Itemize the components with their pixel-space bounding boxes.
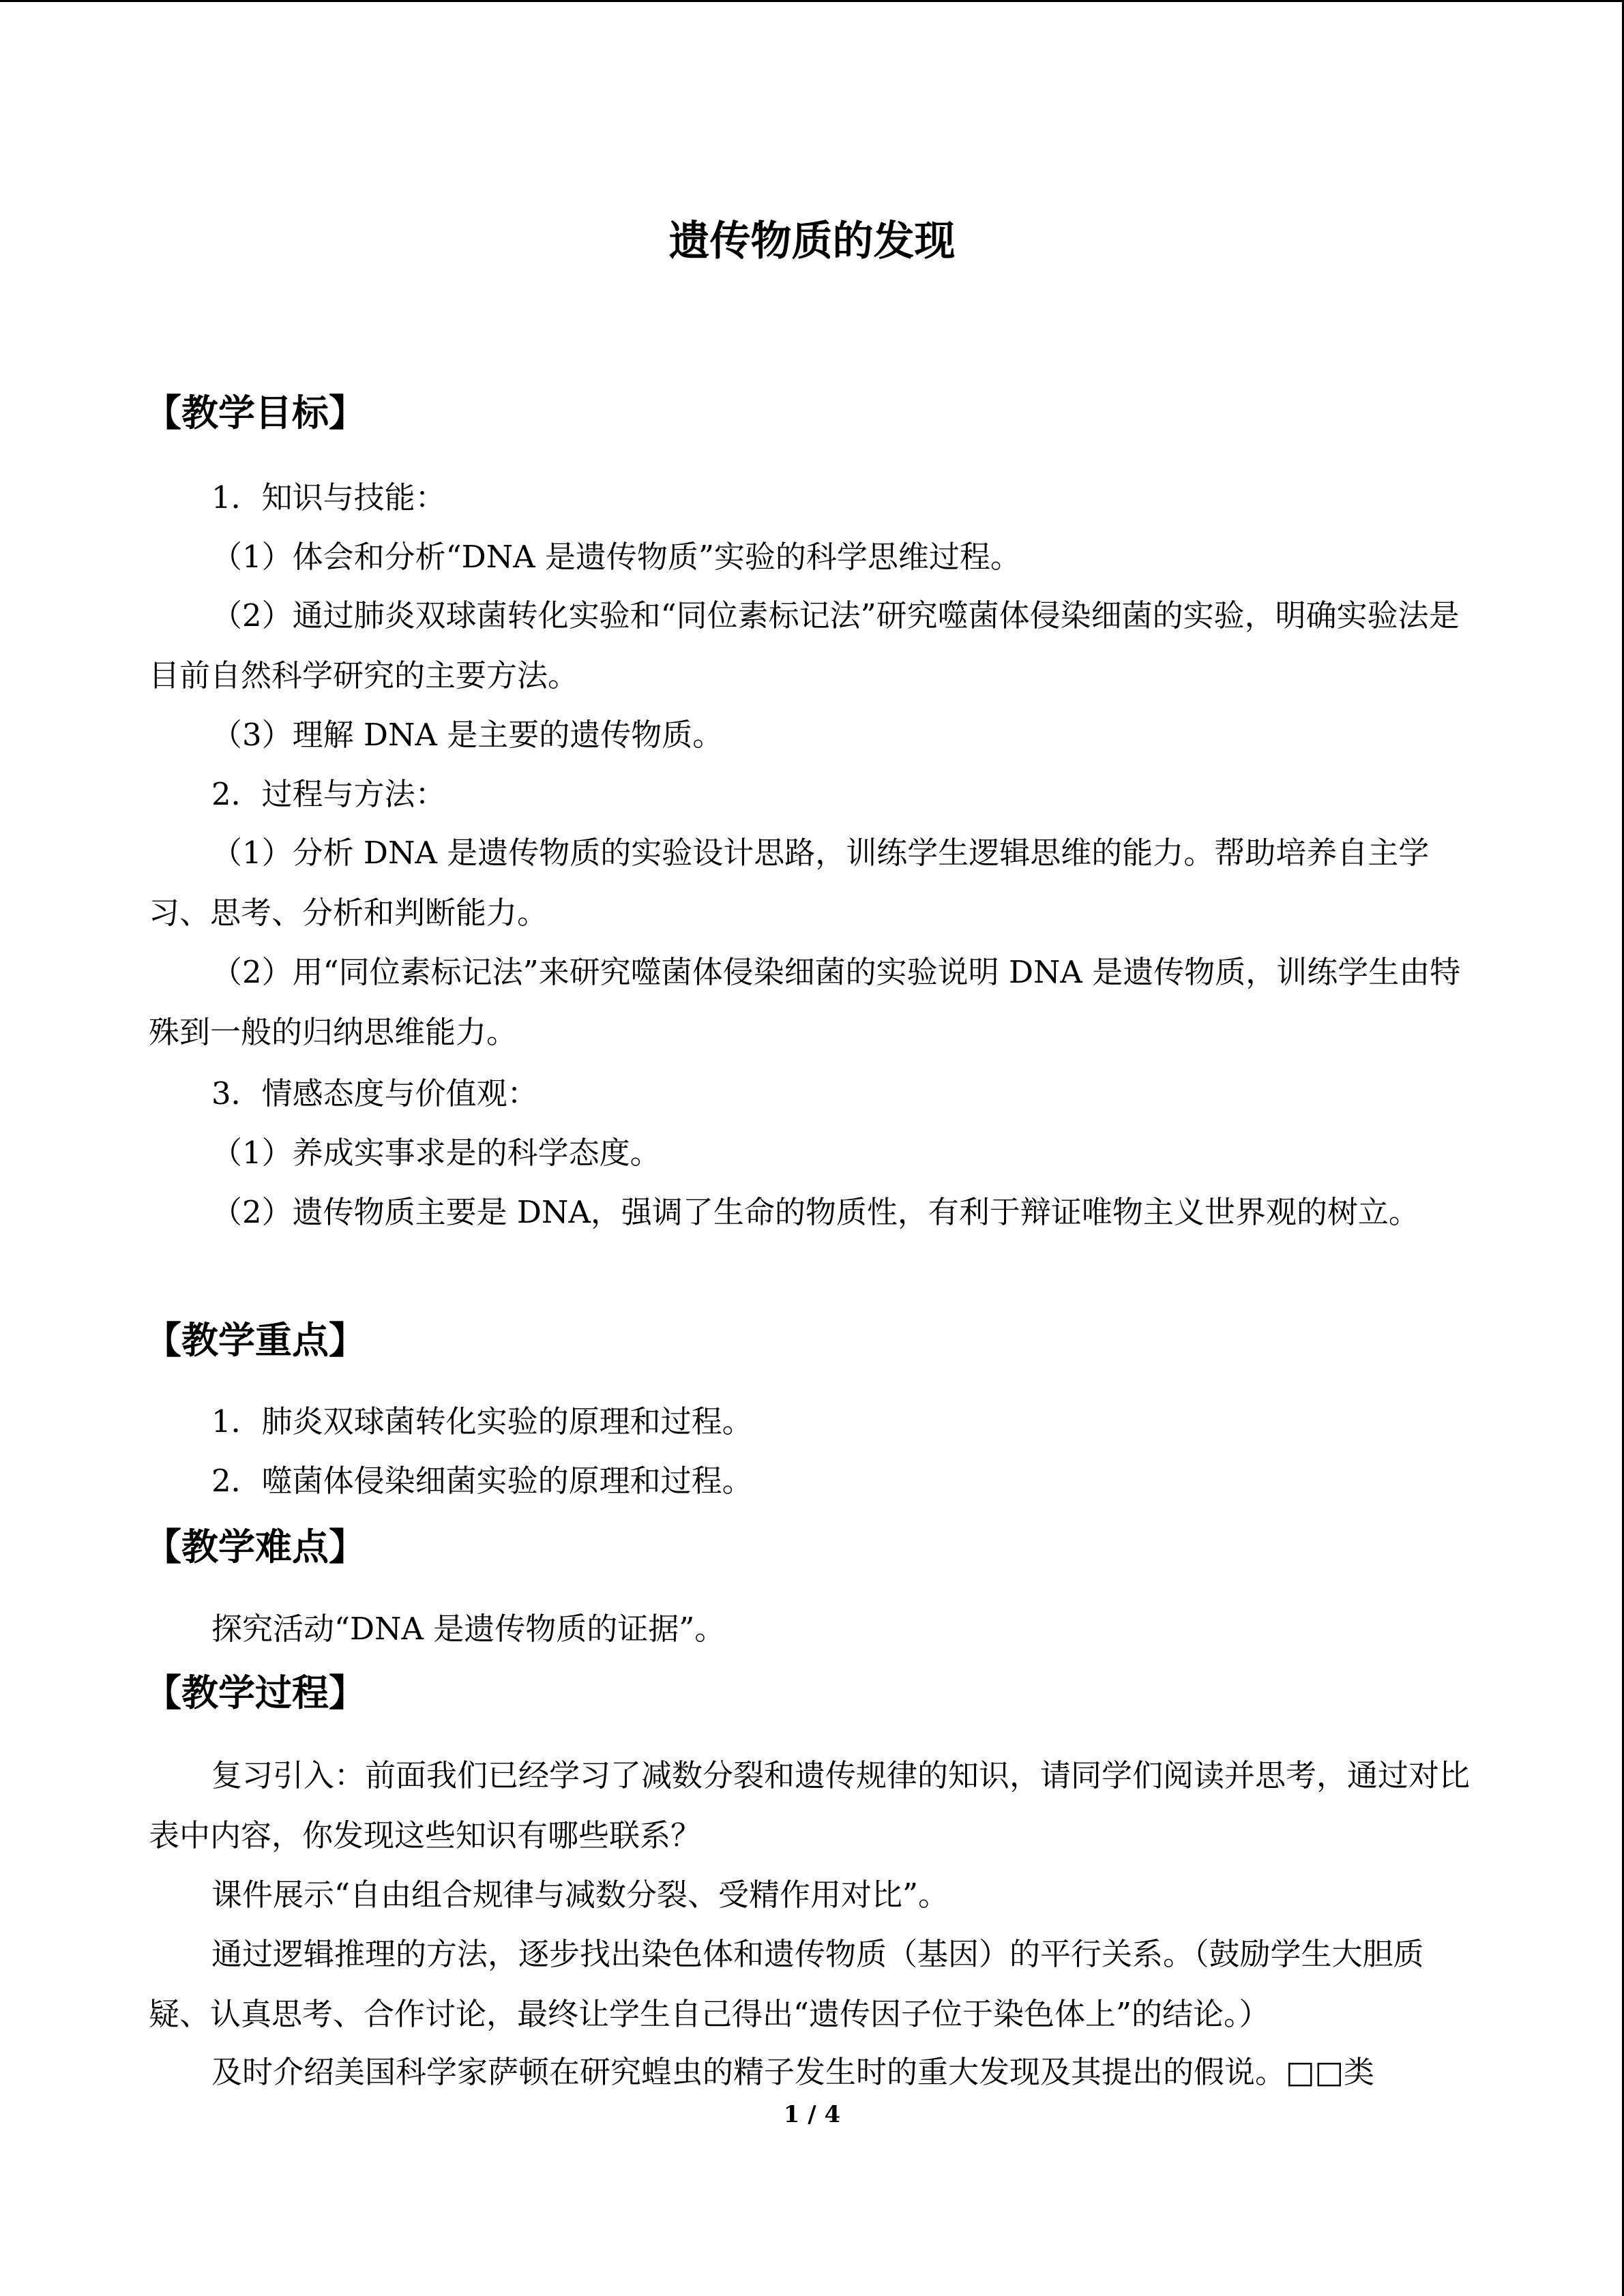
- paragraph: 1．肺炎双球菌转化实验的原理和过程。: [211, 1403, 753, 1440]
- section-heading-difficulties: 【教学难点】: [145, 1525, 366, 1568]
- paragraph: （1）分析 DNA 是遗传物质的实验设计思路，训练学生逻辑思维的能力。帮助培养自主学习、思考、分析和判断能力。: [149, 835, 1430, 931]
- paragraph: 课件展示“自由组合规律与减数分裂、受精作用对比”。: [211, 1877, 949, 1913]
- paragraph: （1）养成实事求是的科学态度。: [211, 1135, 661, 1171]
- paragraph: 2．过程与方法：: [211, 776, 446, 812]
- paragraph: （2）用“同位素标记法”来研究噬菌体侵染细菌的实验说明 DNA 是遗传物质，训练学生由特殊到一般的归纳思维能力。: [149, 954, 1461, 1050]
- paragraph: 1．知识与技能：: [211, 479, 446, 516]
- section-heading-process: 【教学过程】: [145, 1671, 366, 1714]
- section-heading-objectives: 【教学目标】: [145, 391, 366, 434]
- paragraph: 探究活动“DNA 是遗传物质的证据”。: [211, 1611, 726, 1647]
- page-number: 1 / 4: [783, 2101, 841, 2128]
- paragraph: 2．噬菌体侵染细菌实验的原理和过程。: [211, 1463, 753, 1499]
- paragraph: 通过逻辑推理的方法，逐步找出染色体和遗传物质（基因）的平行关系。（鼓励学生大胆质疑、认真思考、合作讨论，最终让学生自己得出“遗传因子位于染色体上”的结论。）: [149, 1936, 1424, 2032]
- paragraph: 复习引入：前面我们已经学习了减数分裂和遗传规律的知识，请同学们阅读并思考，通过对比表中内容，你发现这些知识有哪些联系？: [149, 1757, 1471, 1853]
- paragraph: （2）遗传物质主要是 DNA，强调了生命的物质性，有利于辩证唯物主义世界观的树立。: [211, 1194, 1419, 1230]
- document-title: 遗传物质的发现: [668, 218, 956, 265]
- paragraph: 及时介绍美国科学家萨顿在研究蝗虫的精子发生时的重大发现及其提出的假说。□□类: [211, 2054, 1375, 2090]
- page-border-top: [0, 0, 1624, 2]
- section-heading-key-points: 【教学重点】: [145, 1318, 366, 1362]
- paragraph: （3）理解 DNA 是主要的遗传物质。: [211, 717, 724, 753]
- paragraph: （2）通过肺炎双球菌转化实验和“同位素标记法”研究噬菌体侵染细菌的实验，明确实验法是目前自然科学研究的主要方法。: [149, 597, 1460, 694]
- paragraph: （1）体会和分析“DNA 是遗传物质”实验的科学思维过程。: [211, 539, 1021, 575]
- paragraph: 3．情感态度与价值观：: [211, 1075, 538, 1112]
